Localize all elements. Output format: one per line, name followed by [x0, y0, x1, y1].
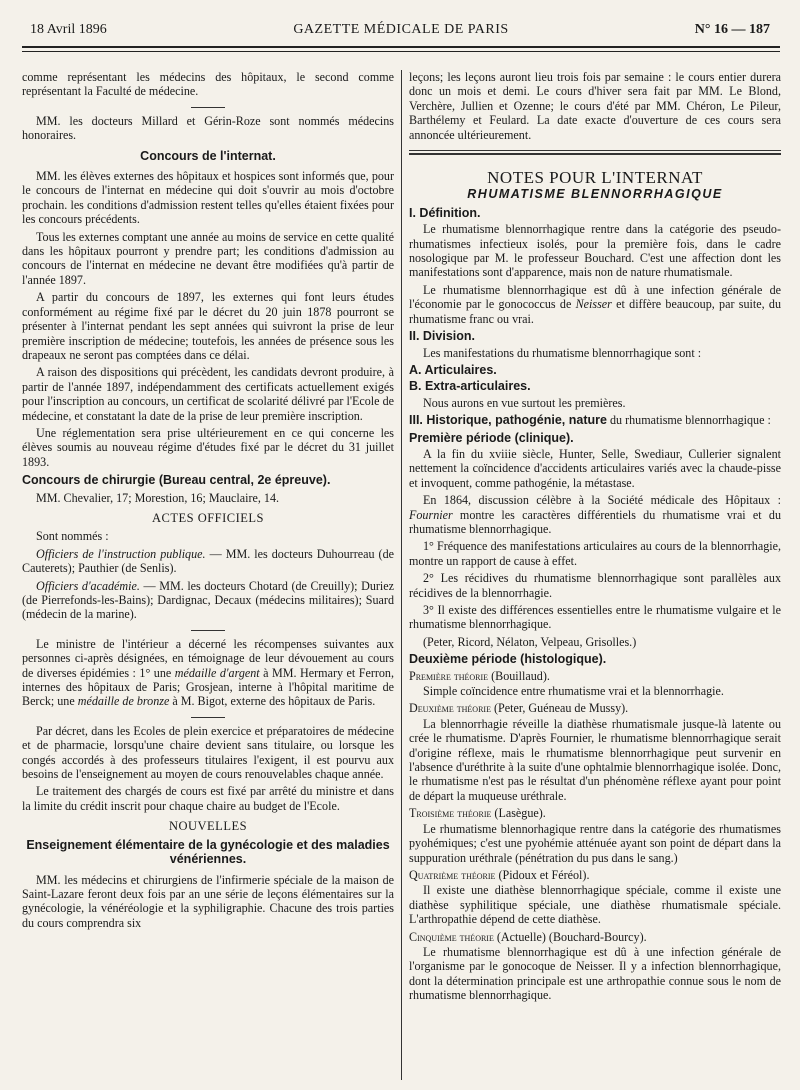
paragraph: Le rhumatisme blennorhagique rentre dans la catégorie des rhumatismes pyohémiques; c'est une pyohémie atténuée ayant son point de départ dans la suppuration uréthrale (pénétration du pus dans le sang.): [409, 821, 781, 865]
paragraph: Tous les externes comptant une année au moins de service en cette qualité dans les hôpitaux pourront y prendre part; les conditions d'admission au concours de l'internat en médecine ne devant être modifiées qu'à partir de l'année 1897.: [22, 229, 394, 287]
text: Neisser: [575, 297, 612, 312]
section-heading: II. Division.: [409, 329, 475, 344]
column-divider: [401, 70, 402, 1080]
text: et diffère beaucoup, par suite, du rhumatisme franc ou vrai.: [409, 297, 782, 326]
paragraph: 2° Les récidives du rhumatisme blennorrhagique sont parallèles aux récidives de la blennorrhagie.: [409, 571, 781, 600]
text: Quatrième théorie: [409, 867, 496, 882]
section-heading: Concours de l'internat.: [140, 148, 276, 163]
section-heading: NOUVELLES: [168, 819, 248, 834]
page-header: [22, 22, 780, 42]
text: montre les caractères différentiels du rhumatisme vrai et du rhumatisme blennorrhagique.: [409, 507, 781, 536]
section-heading: I. Définition.: [409, 205, 481, 220]
paragraph: [22, 579, 394, 622]
paragraph: A partir du concours de 1897, les externes qui font leurs études conformément au régime fixé par le décret du 20 juin 1878 pourront se présenter à l'internat pendant les sept années qui suivront la prise de leur première inscription de médecine; toutefois, les années de présence sous les drapeaux ne seront pas comptées dans ce délai.: [22, 290, 394, 362]
paragraph: MM. les élèves externes des hôpitaux et hospices sont informés que, pour le concours de l'internat en médecine qui doit s'ouvrir au mois d'octobre prochain. les conditions d'admission restent telles qu'elles étaient fixées pour les concours précédents.: [22, 169, 394, 227]
paragraph: MM. Chevalier, 17; Morestion, 16; Mauclaire, 14.: [36, 490, 280, 505]
paragraph: Les manifestations du rhumatisme blennorrhagique sont :: [423, 345, 702, 360]
subsection-heading: Première période (clinique).: [409, 430, 574, 445]
theory-heading: [409, 868, 781, 882]
text: Troisième théorie: [409, 806, 492, 821]
label: Officiers d'académie.: [36, 578, 140, 593]
paragraph: comme représentant les médecins des hôpitaux, le second comme représentant la Faculté de médecine.: [22, 70, 394, 99]
paragraph: Nous aurons en vue surtout les premières.: [423, 395, 626, 410]
text: Deuxième théorie: [409, 701, 491, 716]
text: Fournier: [409, 507, 453, 522]
text: Le rhumatisme blennorrhagique est dû à une infection générale de l'économie par le gonococcus de: [409, 282, 781, 312]
paragraph: 3° Il existe des différences essentielles entre le rhumatisme vulgaire et le rhumatisme blennorrhagique.: [409, 603, 781, 632]
section-heading: ACTES OFFICIELS: [151, 510, 265, 525]
paragraph: [22, 547, 394, 576]
text: (Actuelle) (Bouchard-Bourcy).: [493, 929, 647, 944]
separator: [191, 630, 225, 631]
paragraph: [409, 283, 781, 326]
paragraph: MM. les docteurs Millard et Gérin-Roze sont nommés médecins honoraires.: [22, 113, 394, 143]
issue-date: 18 Avril 1896: [30, 22, 107, 37]
separator: [409, 150, 781, 155]
paragraph: Une réglementation sera prise ultérieurement en ce qui concerne les élèves soumis au nouveau régime d'études fixé par le décret du 31 juillet 1893.: [22, 425, 394, 469]
header-rule-thin: [22, 51, 780, 52]
text: Le ministre de l'intérieur a décerné les récompenses suivantes aux personnes ci-après désignées, en témoignage de leur dévouement au cours de diverses épidémies : 1° une: [22, 636, 394, 680]
text: à MM. Hermary et Ferron, internes des hôpitaux de Paris; Grosjean, interne à l'hôpital maritime de Berck; une: [22, 665, 394, 709]
text: En 1864, discussion célèbre à la Société médicale des Hôpitaux :: [423, 493, 781, 508]
theory-heading: [409, 930, 781, 944]
theory-heading: [409, 669, 781, 683]
issue-page-number: N° 16 — 187: [694, 22, 770, 37]
text: (Bouillaud).: [488, 668, 550, 683]
list-item: B. Extra-articulaires.: [409, 379, 531, 394]
text: (Pidoux et Féréol).: [495, 867, 590, 882]
paragraph: La blennorrhagie réveille la diathèse rhumatismale jusque-là latente ou crée le rhumatisme. D'après Fournier, le rhumatisme blennorrhagique serait d'origine réflexe, mais le rhumatisme blennorrhagique peut survenir en l'absence d'uréthrite à la suite d'une ophtalmie blennorrhagique isolée. Donc, le rhumatisme n'est pas le résultat d'un phénomène réflexe ayant pour point de départ la muqueuse uréthrale.: [409, 716, 781, 803]
paragraph: Sont nommés :: [36, 529, 109, 544]
paragraph: Le traitement des chargés de cours est fixé par arrêté du ministre et dans la limite du crédit inscrit pour chaque chaire au budget de l'Ecole.: [22, 784, 394, 813]
separator: [191, 107, 225, 108]
paragraph: 1° Fréquence des manifestations articulaires au cours de la blennorrhagie, montre un rapport de cause à effet.: [409, 539, 781, 568]
text: Première théorie: [409, 668, 489, 683]
paragraph: Le rhumatisme blennorrhagique rentre dans la catégorie des pseudo-rhumatismes infectieux isolés, pour la première fois, dans le cadre nosologique par M. le professeur Bouchard. C'est une affection dont les manifestations sont d'apparence, mais non de nature rhumatismale.: [409, 222, 781, 280]
label: Officiers de l'instruction publique.: [36, 546, 206, 561]
paragraph: leçons; les leçons auront lieu trois fois par semaine : le cours entier durera donc un mois et demi. Le cours d'hiver sera fait par MM. Le Blond, Verchère, Jullien et Ozenne; le cours d'été par MM. Chéron, Le Pileur, Barthélemy et Feulard. La date exacte d'ouverture de ces cours sera annoncée ultérieurement.: [409, 70, 781, 142]
header-rule: [22, 46, 780, 48]
text: (Peter, Guéneau de Mussy).: [490, 701, 629, 716]
separator: [191, 717, 225, 718]
text: médaille d'argent: [174, 665, 260, 680]
section-heading: Concours de chirurgie (Bureau central, 2e épreuve).: [22, 473, 331, 488]
text: — MM. les docteurs Duhourreau (de Cauterets); Pauthier (de Senlis).: [22, 546, 394, 576]
paragraph: Il existe une diathèse blennorrhagique spéciale, comme il existe une diathèse syphilitique spéciale, une diathèse rhumatismale spéciale. L'arthropathie dépend de cette diathèse.: [409, 883, 781, 927]
text: médaille de bronze: [77, 694, 170, 709]
theory-heading: [409, 806, 781, 820]
text: — MM. les docteurs Chotard (de Creuilly); Duriez (de Pierrefonds-les-Bains); Dardignac, Decaux (médecins militaires); Suard (médecin de la marine).: [22, 578, 395, 622]
subsection-heading: Deuxième période (histologique).: [409, 652, 607, 667]
text: Cinquième théorie: [409, 929, 494, 944]
section-heading: Enseignement élémentaire de la gynécologie et des maladies vénériennes.: [26, 837, 390, 867]
left-column: [22, 70, 394, 933]
list-item: A. Articulaires.: [409, 362, 497, 377]
paragraph: [409, 493, 781, 536]
journal-title: GAZETTE MÉDICALE DE PARIS: [293, 22, 509, 37]
paragraph: Simple coïncidence entre rhumatisme vrai et la blennorrhagie.: [423, 684, 724, 699]
paragraph: [22, 637, 394, 709]
text: du rhumatisme blennorrhagique :: [606, 413, 771, 428]
paragraph: Le rhumatisme blennorrhagique est dû à une infection générale de l'organisme par le gonocoque de Neisser. Il y a infection blennorrhagique, dont la détermination principale est une arthropathie connue sous le nom de rhumatisme blennorrhagique.: [409, 944, 781, 1003]
theory-heading: [409, 701, 781, 715]
paragraph: Par décret, dans les Ecoles de plein exercice et préparatoires de médecine et de pharmacie, lorsqu'une chaire devient sans titulaire, ou lorsque les congés accordés à des professeurs titulaires l'exigent, il est pourvu aux besoins de l'enseignement au moyen de cours renouvelables chaque année.: [22, 723, 394, 782]
section-heading: [409, 413, 781, 427]
paragraph: A la fin du xviiie siècle, Hunter, Selle, Swediaur, Cullerier signalent nettement la coïncidence d'accidents articulaires variés avec la chaude-pisse et invoquent, comme pathogénie, la métastase.: [409, 446, 781, 490]
text: III. Historique, pathogénie, nature: [409, 413, 607, 428]
article-subtitle: RHUMATISME BLENNORRHAGIQUE: [467, 187, 723, 202]
paragraph: A raison des dispositions qui précèdent, les candidats devront produire, à partir de l'année 1897, indépendamment des certificats actuellement exigés pour l'inscription au concours, un certificat de scolarité délivré par l'Ecole de médecine, et constatant la date de la prise de leur première inscription.: [22, 365, 394, 423]
text: à M. Bigot, externe des hôpitaux de Paris.: [169, 694, 376, 709]
article-title: NOTES POUR L'INTERNAT: [487, 168, 703, 188]
text: (Lasègue).: [491, 806, 546, 821]
paragraph: (Peter, Ricord, Nélaton, Velpeau, Grisolles.): [423, 634, 637, 649]
paragraph: MM. les médecins et chirurgiens de l'infirmerie spéciale de la maison de Saint-Lazare feront deux fois par an une série de leçons élémentaires sur la gynécologie, la vénéréologie et la syphiligraphie. Chacune des trois parties du cours comprendra six: [22, 872, 394, 930]
right-column: [409, 70, 781, 1006]
